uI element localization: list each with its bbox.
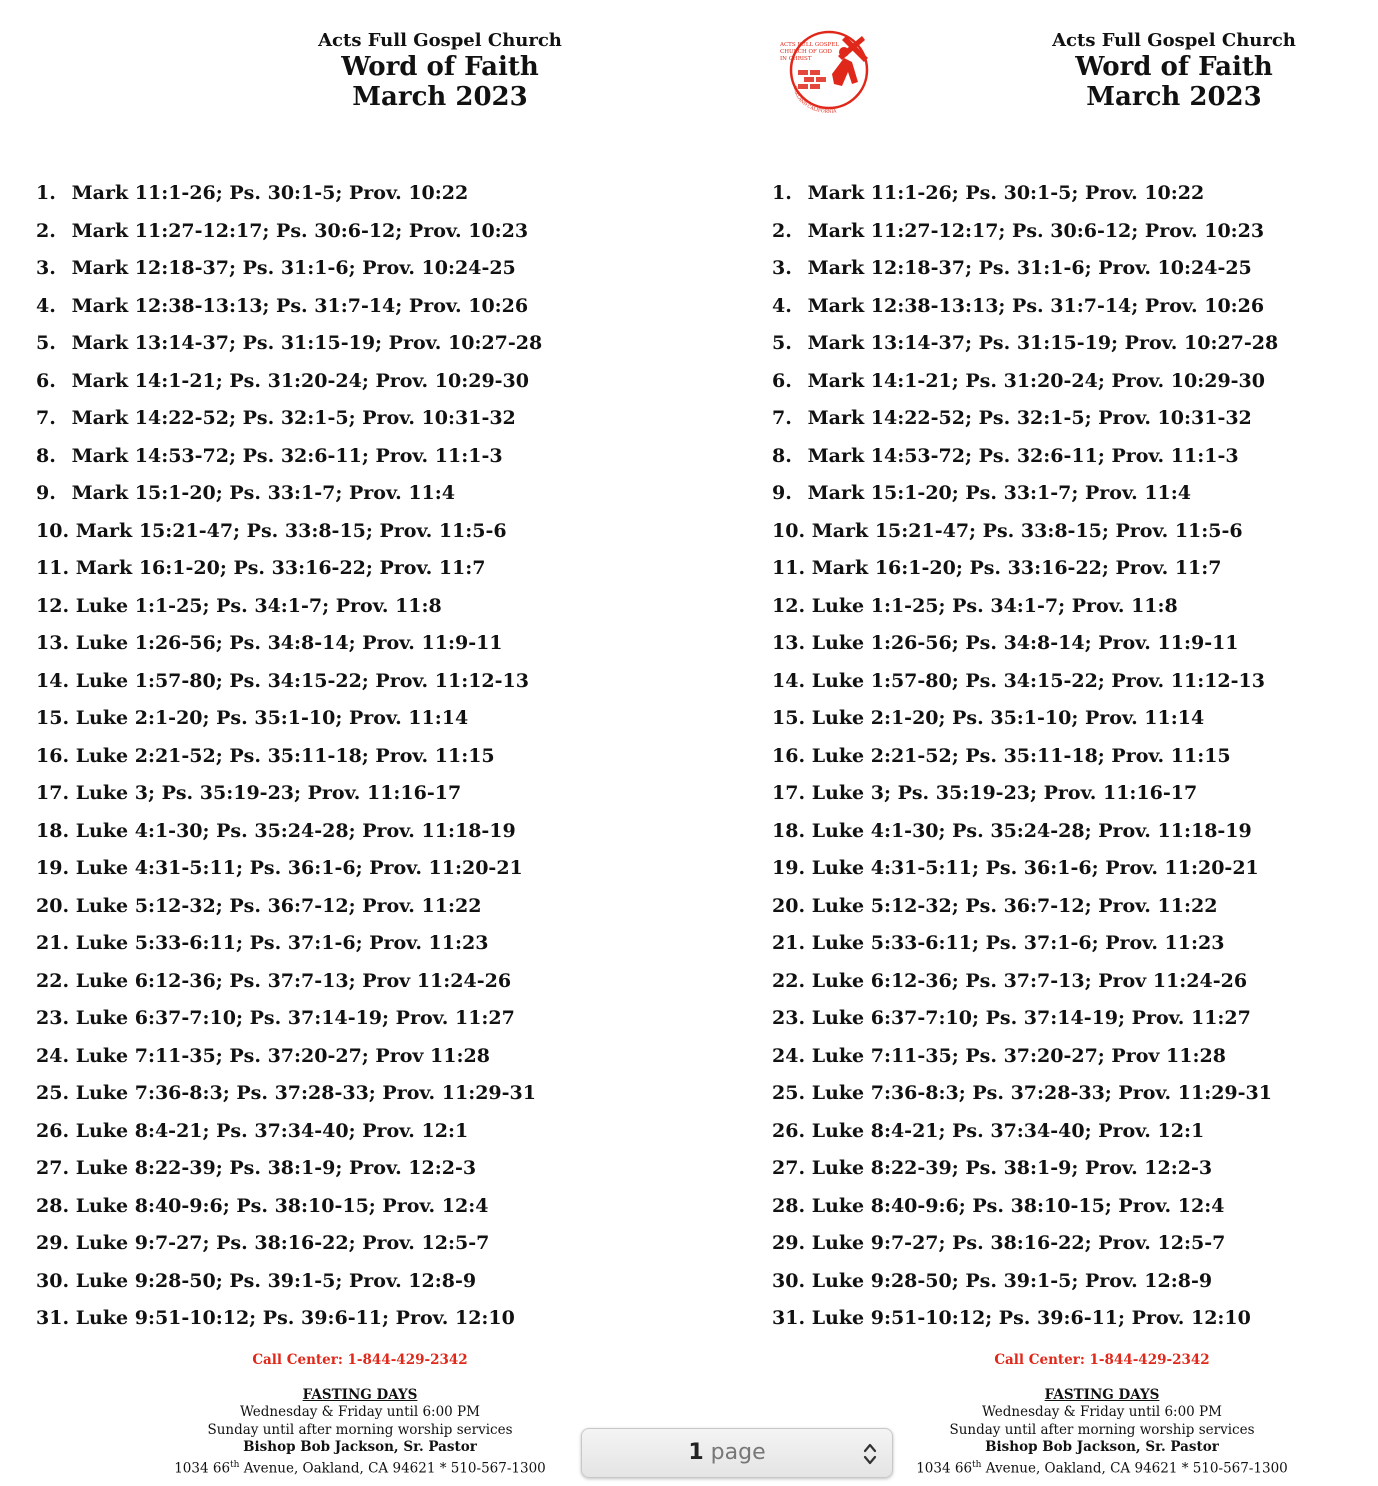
reading-number: 2. [772, 219, 792, 242]
reading-number: 30. [772, 1269, 806, 1292]
reading-text: Luke 8:22-39; Ps. 38:1-9; Prov. 12:2-3 [811, 1157, 1213, 1179]
reading-number: 21. [772, 932, 806, 954]
reading-text: Luke 6:12-36; Ps. 37:7-13; Prov 11:24-26 [75, 969, 512, 992]
address: 1034 66th Avenue, Oakland, CA 94621 * 510-567-1300 [916, 1459, 1288, 1476]
reading-number: 25. [772, 1082, 806, 1104]
reading-item [36, 475, 542, 513]
reading-item [36, 963, 542, 1001]
reading-item [772, 1300, 1278, 1338]
reading-text: Luke 8:4-21; Ps. 37:34-40; Prov. 12:1 [811, 1119, 1205, 1142]
church-logo-icon [772, 26, 886, 114]
reading-item [36, 325, 542, 363]
reading-number: 20. [36, 894, 70, 917]
reading-item [36, 813, 542, 851]
reading-text: Luke 8:40-9:6; Ps. 38:10-15; Prov. 12:4 [75, 1194, 489, 1217]
reading-number: 29. [772, 1232, 806, 1254]
reading-item [772, 1150, 1278, 1188]
reading-item [36, 1225, 542, 1263]
reading-list [772, 175, 1278, 1338]
reading-text: Luke 6:37-7:10; Ps. 37:14-19; Prov. 11:27 [811, 1007, 1251, 1029]
reading-number: 20. [772, 894, 806, 917]
reading-item [36, 700, 542, 738]
reading-text: Mark 14:53-72; Ps. 32:6-11; Prov. 11:1-3 [807, 444, 1239, 467]
page-count: 1 [688, 1440, 704, 1465]
month-title: March 2023 [352, 82, 528, 112]
reading-number: 15. [36, 707, 70, 729]
reading-text: Luke 9:7-27; Ps. 38:16-22; Prov. 12:5-7 [75, 1232, 490, 1254]
reading-text: Luke 5:12-32; Ps. 36:7-12; Prov. 11:22 [75, 894, 482, 917]
reading-text: Luke 1:1-25; Ps. 34:1-7; Prov. 11:8 [75, 594, 442, 617]
reading-item [772, 1075, 1278, 1113]
reading-text: Luke 9:28-50; Ps. 39:1-5; Prov. 12:8-9 [811, 1269, 1213, 1292]
reading-item [772, 738, 1278, 776]
reading-number: 9. [36, 482, 56, 504]
reading-number: 29. [36, 1232, 70, 1254]
reading-number: 18. [772, 819, 806, 842]
reading-text: Luke 2:1-20; Ps. 35:1-10; Prov. 11:14 [811, 707, 1205, 729]
reading-number: 14. [772, 669, 806, 692]
reading-text: Mark 16:1-20; Ps. 33:16-22; Prov. 11:7 [811, 557, 1222, 579]
reading-text: Luke 4:1-30; Ps. 35:24-28; Prov. 11:18-19 [75, 819, 516, 842]
reading-number: 19. [772, 857, 806, 879]
reading-text: Luke 7:36-8:3; Ps. 37:28-33; Prov. 11:29-31 [811, 1082, 1272, 1104]
reading-item [36, 513, 542, 551]
header [220, 30, 660, 112]
reading-item [36, 363, 542, 401]
reading-text: Luke 1:57-80; Ps. 34:15-22; Prov. 11:12-13 [811, 669, 1265, 692]
church-name: Acts Full Gospel Church [318, 30, 562, 51]
reading-number: 7. [36, 407, 56, 429]
reading-item [772, 363, 1278, 401]
page-unit-label: page [710, 1440, 766, 1465]
reading-item [36, 888, 542, 926]
reading-text: Mark 12:38-13:13; Ps. 31:7-14; Prov. 10:26 [71, 294, 529, 317]
reading-text: Luke 4:31-5:11; Ps. 36:1-6; Prov. 11:20-21 [75, 857, 523, 879]
reading-item [772, 700, 1278, 738]
reading-number: 9. [772, 482, 792, 504]
reading-text: Mark 11:27-12:17; Ps. 30:6-12; Prov. 10:23 [71, 219, 529, 242]
reading-text: Mark 12:18-37; Ps. 31:1-6; Prov. 10:24-25 [807, 257, 1252, 279]
reading-text: Luke 9:51-10:12; Ps. 39:6-11; Prov. 12:10 [75, 1307, 515, 1329]
reading-number: 6. [772, 369, 792, 392]
reading-number: 24. [36, 1044, 70, 1067]
reading-number: 22. [772, 969, 806, 992]
reading-item [772, 625, 1278, 663]
call-center: Call Center: 1-844-429-2342 [252, 1352, 468, 1368]
reading-item [36, 663, 542, 701]
reading-number: 26. [772, 1119, 806, 1142]
reading-item [36, 1300, 542, 1338]
reading-text: Mark 11:1-26; Ps. 30:1-5; Prov. 10:22 [71, 182, 469, 204]
reading-text: Mark 12:18-37; Ps. 31:1-6; Prov. 10:24-25 [71, 257, 516, 279]
reading-item [772, 513, 1278, 551]
reading-text: Mark 15:21-47; Ps. 33:8-15; Prov. 11:5-6 [75, 519, 507, 542]
reading-item [772, 663, 1278, 701]
reading-number: 5. [772, 332, 792, 354]
reading-text: Luke 7:11-35; Ps. 37:20-27; Prov 11:28 [811, 1044, 1226, 1067]
reading-text: Luke 9:28-50; Ps. 39:1-5; Prov. 12:8-9 [75, 1269, 477, 1292]
pastor: Bishop Bob Jackson, Sr. Pastor [985, 1439, 1219, 1455]
reading-text: Mark 14:22-52; Ps. 32:1-5; Prov. 10:31-32 [807, 407, 1252, 429]
reading-number: 6. [36, 369, 56, 392]
reading-item [36, 588, 542, 626]
reading-number: 17. [36, 782, 70, 804]
footer [60, 1352, 660, 1478]
reading-item [772, 550, 1278, 588]
reading-text: Mark 14:1-21; Ps. 31:20-24; Prov. 10:29-30 [807, 369, 1265, 392]
reading-number: 12. [772, 594, 806, 617]
reading-text: Luke 1:26-56; Ps. 34:8-14; Prov. 11:9-11 [75, 632, 503, 654]
reading-item [36, 250, 542, 288]
reading-item [772, 1188, 1278, 1226]
reading-text: Luke 4:1-30; Ps. 35:24-28; Prov. 11:18-19 [811, 819, 1252, 842]
reading-item [36, 438, 542, 476]
reading-item [772, 1038, 1278, 1076]
reading-item [772, 1000, 1278, 1038]
svg-text:CHURCH OF GOD: CHURCH OF GOD [780, 49, 832, 55]
fasting-title: FASTING DAYS [302, 1386, 418, 1403]
reading-item [36, 925, 542, 963]
reading-number: 16. [36, 744, 70, 767]
reading-item [36, 775, 542, 813]
pastor: Bishop Bob Jackson, Sr. Pastor [243, 1439, 477, 1455]
reading-text: Mark 11:27-12:17; Ps. 30:6-12; Prov. 10:23 [807, 219, 1265, 242]
reading-item [772, 1113, 1278, 1151]
reading-list [36, 175, 542, 1338]
reading-number: 17. [772, 782, 806, 804]
reading-item [36, 625, 542, 663]
reading-number: 27. [772, 1157, 806, 1179]
reading-text: Luke 7:11-35; Ps. 37:20-27; Prov 11:28 [75, 1044, 490, 1067]
reading-number: 15. [772, 707, 806, 729]
reading-item [772, 1225, 1278, 1263]
reading-number: 3. [36, 257, 56, 279]
reading-text: Mark 14:22-52; Ps. 32:1-5; Prov. 10:31-32 [71, 407, 516, 429]
reading-number: 26. [36, 1119, 70, 1142]
reading-text: Luke 7:36-8:3; Ps. 37:28-33; Prov. 11:29-31 [75, 1082, 536, 1104]
reading-number: 24. [772, 1044, 806, 1067]
fasting-line-2: Sunday until after morning worship services [949, 1421, 1255, 1438]
reading-text: Mark 12:38-13:13; Ps. 31:7-14; Prov. 10:26 [807, 294, 1265, 317]
reading-number: 8. [772, 444, 792, 467]
reading-item [36, 1075, 542, 1113]
reading-number: 4. [772, 294, 792, 317]
reading-number: 22. [36, 969, 70, 992]
reading-item [36, 1150, 542, 1188]
reading-item [772, 400, 1278, 438]
reading-number: 14. [36, 669, 70, 692]
fasting-line-1: Wednesday & Friday until 6:00 PM [982, 1404, 1222, 1420]
reading-text: Luke 8:4-21; Ps. 37:34-40; Prov. 12:1 [75, 1119, 469, 1142]
reading-item [36, 175, 542, 213]
reading-text: Luke 1:1-25; Ps. 34:1-7; Prov. 11:8 [811, 594, 1178, 617]
reading-text: Luke 6:12-36; Ps. 37:7-13; Prov 11:24-26 [811, 969, 1248, 992]
reading-item [36, 1188, 542, 1226]
reading-item [36, 213, 542, 251]
fasting-line-2: Sunday until after morning worship services [207, 1421, 513, 1438]
month-title: March 2023 [1086, 82, 1262, 112]
reading-text: Luke 8:22-39; Ps. 38:1-9; Prov. 12:2-3 [75, 1157, 477, 1179]
reading-text: Luke 9:7-27; Ps. 38:16-22; Prov. 12:5-7 [811, 1232, 1226, 1254]
reading-text: Mark 15:21-47; Ps. 33:8-15; Prov. 11:5-6 [811, 519, 1243, 542]
reading-text: Mark 14:53-72; Ps. 32:6-11; Prov. 11:1-3 [71, 444, 503, 467]
reading-number: 27. [36, 1157, 70, 1179]
reading-text: Luke 2:21-52; Ps. 35:11-18; Prov. 11:15 [75, 744, 495, 767]
reading-text: Mark 13:14-37; Ps. 31:15-19; Prov. 10:27-28 [807, 332, 1279, 354]
chevron-up-down-icon[interactable] [862, 1441, 878, 1467]
reading-number: 3. [772, 257, 792, 279]
reading-text: Mark 14:1-21; Ps. 31:20-24; Prov. 10:29-30 [71, 369, 529, 392]
reading-number: 28. [772, 1194, 806, 1217]
reading-item [772, 175, 1278, 213]
reading-number: 12. [36, 594, 70, 617]
reading-number: 31. [36, 1307, 70, 1329]
fasting-title: FASTING DAYS [1044, 1386, 1160, 1403]
call-center: Call Center: 1-844-429-2342 [994, 1352, 1210, 1368]
svg-text:ACTS FULL GOSPEL: ACTS FULL GOSPEL [780, 42, 839, 48]
reading-text: Mark 11:1-26; Ps. 30:1-5; Prov. 10:22 [807, 182, 1205, 204]
reading-text: Luke 4:31-5:11; Ps. 36:1-6; Prov. 11:20-21 [811, 857, 1259, 879]
reading-number: 30. [36, 1269, 70, 1292]
reading-number: 23. [36, 1007, 70, 1029]
reading-item [36, 1113, 542, 1151]
reading-item [772, 250, 1278, 288]
reading-item [36, 288, 542, 326]
reading-number: 1. [36, 182, 56, 204]
address: 1034 66th Avenue, Oakland, CA 94621 * 510-567-1300 [174, 1459, 546, 1476]
header [954, 30, 1378, 112]
right-column [689, 0, 1378, 1486]
reading-item [36, 1000, 542, 1038]
reading-item [36, 1263, 542, 1301]
reading-number: 18. [36, 819, 70, 842]
reading-text: Luke 5:33-6:11; Ps. 37:1-6; Prov. 11:23 [811, 932, 1225, 954]
reading-number: 23. [772, 1007, 806, 1029]
reading-text: Luke 2:1-20; Ps. 35:1-10; Prov. 11:14 [75, 707, 469, 729]
reading-item [772, 213, 1278, 251]
reading-text: Luke 5:33-6:11; Ps. 37:1-6; Prov. 11:23 [75, 932, 489, 954]
reading-number: 25. [36, 1082, 70, 1104]
reading-number: 1. [772, 182, 792, 204]
reading-text: Luke 6:37-7:10; Ps. 37:14-19; Prov. 11:27 [75, 1007, 515, 1029]
reading-number: 8. [36, 444, 56, 467]
svg-text:OAKLAND CALIFORNIA: OAKLAND CALIFORNIA [791, 85, 837, 114]
reading-number: 4. [36, 294, 56, 317]
church-name: Acts Full Gospel Church [1052, 30, 1296, 51]
reading-number: 10. [772, 519, 806, 542]
reading-item [772, 1263, 1278, 1301]
reading-item [772, 475, 1278, 513]
reading-number: 2. [36, 219, 56, 242]
reading-item [772, 813, 1278, 851]
reading-number: 16. [772, 744, 806, 767]
reading-number: 7. [772, 407, 792, 429]
reading-text: Luke 5:12-32; Ps. 36:7-12; Prov. 11:22 [811, 894, 1218, 917]
reading-item [36, 550, 542, 588]
reading-text: Mark 13:14-37; Ps. 31:15-19; Prov. 10:27-28 [71, 332, 543, 354]
reading-item [772, 775, 1278, 813]
page-title: Word of Faith [1075, 52, 1273, 82]
reading-item [772, 925, 1278, 963]
reading-text: Mark 15:1-20; Ps. 33:1-7; Prov. 11:4 [807, 482, 1192, 504]
reading-text: Luke 8:40-9:6; Ps. 38:10-15; Prov. 12:4 [811, 1194, 1225, 1217]
reading-item [772, 588, 1278, 626]
reading-number: 10. [36, 519, 70, 542]
reading-item [772, 850, 1278, 888]
reading-item [36, 850, 542, 888]
reading-number: 21. [36, 932, 70, 954]
reading-number: 31. [772, 1307, 806, 1329]
reading-item [772, 325, 1278, 363]
reading-item [772, 438, 1278, 476]
reading-text: Mark 16:1-20; Ps. 33:16-22; Prov. 11:7 [75, 557, 486, 579]
reading-item [36, 738, 542, 776]
reading-number: 13. [36, 632, 70, 654]
reading-number: 5. [36, 332, 56, 354]
reading-item [772, 963, 1278, 1001]
reading-text: Luke 9:51-10:12; Ps. 39:6-11; Prov. 12:10 [811, 1307, 1251, 1329]
reading-text: Luke 3; Ps. 35:19-23; Prov. 11:16-17 [75, 782, 462, 804]
reading-item [772, 288, 1278, 326]
reading-number: 28. [36, 1194, 70, 1217]
reading-text: Luke 3; Ps. 35:19-23; Prov. 11:16-17 [811, 782, 1198, 804]
reading-text: Luke 2:21-52; Ps. 35:11-18; Prov. 11:15 [811, 744, 1231, 767]
fasting-line-1: Wednesday & Friday until 6:00 PM [240, 1404, 480, 1420]
reading-item [36, 1038, 542, 1076]
reading-text: Luke 1:57-80; Ps. 34:15-22; Prov. 11:12-13 [75, 669, 529, 692]
reading-text: Mark 15:1-20; Ps. 33:1-7; Prov. 11:4 [71, 482, 456, 504]
reading-number: 13. [772, 632, 806, 654]
reading-number: 11. [772, 557, 806, 579]
reading-number: 11. [36, 557, 70, 579]
page-count-selector[interactable] [581, 1428, 893, 1478]
reading-number: 19. [36, 857, 70, 879]
page-title: Word of Faith [341, 52, 539, 82]
reading-text: Luke 1:26-56; Ps. 34:8-14; Prov. 11:9-11 [811, 632, 1239, 654]
reading-item [772, 888, 1278, 926]
svg-text:IN CHRIST: IN CHRIST [780, 56, 812, 62]
reading-item [36, 400, 542, 438]
